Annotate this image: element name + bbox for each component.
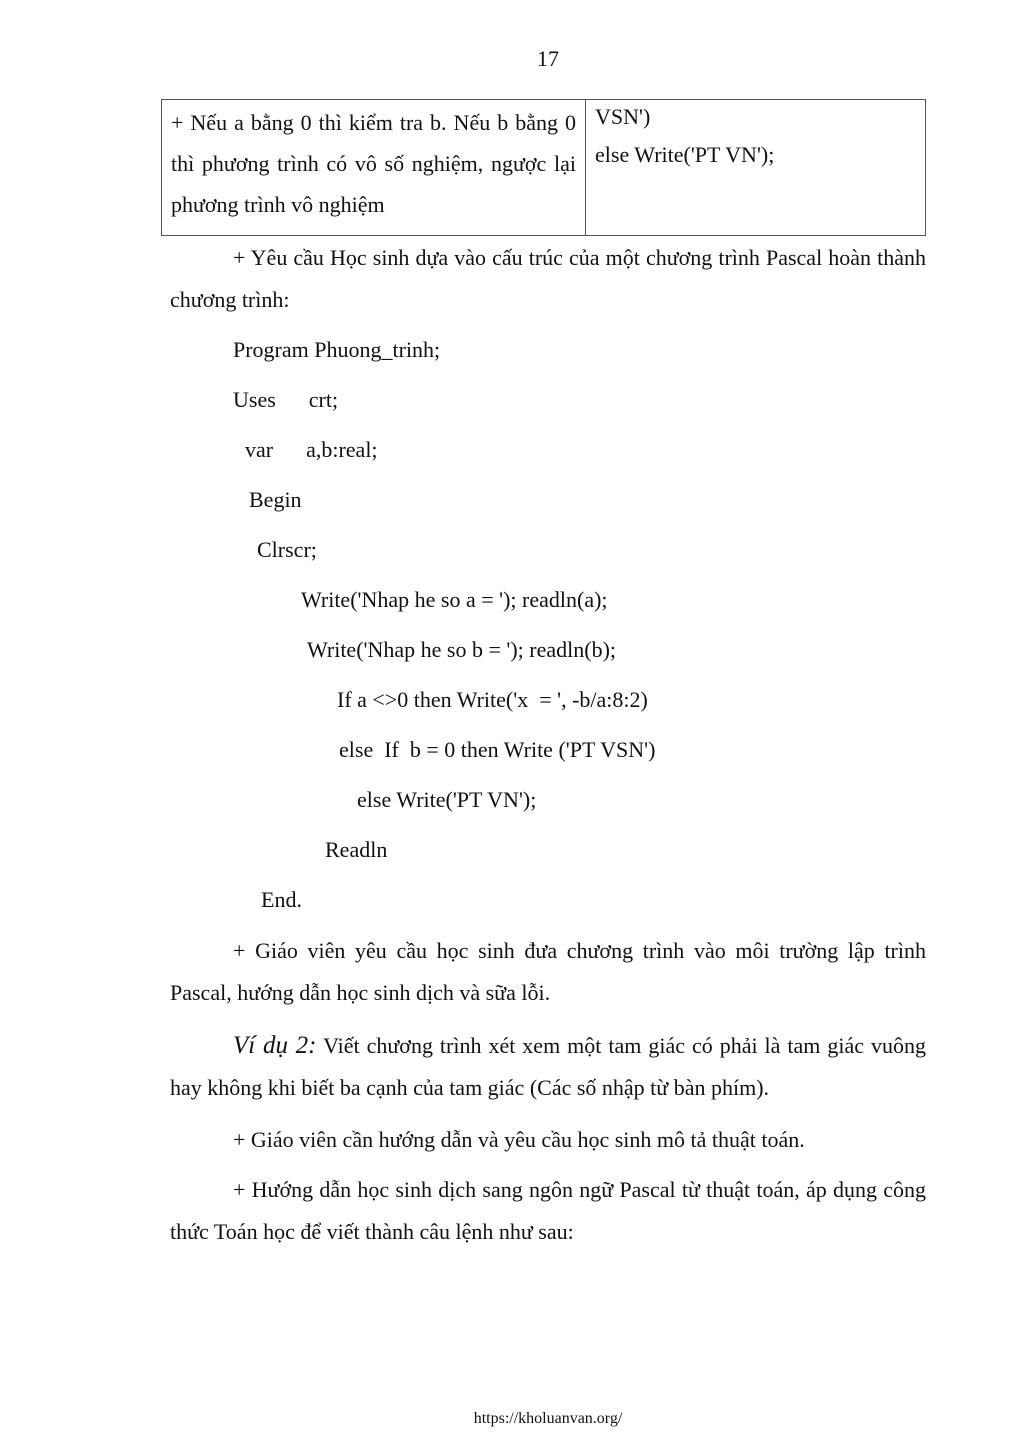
code-line-else: else Write('PT VN'); bbox=[357, 787, 537, 812]
code-line-uses: Uses crt; bbox=[233, 387, 339, 412]
algorithm-paragraph: + Giáo viên cần hướng dẫn và yêu cầu học sinh mô tả thuật toán. bbox=[233, 1127, 805, 1152]
continued-algorithm-table bbox=[161, 99, 926, 236]
code-continuation-line-2: else Write('PT VN'); bbox=[595, 142, 775, 167]
code-line-read-a: Write('Nhap he so a = '); readln(a); bbox=[301, 587, 608, 612]
example-2-paragraph bbox=[170, 1025, 926, 1109]
compile-paragraph: + Giáo viên yêu cầu học sinh đưa chương trình vào môi trường lập trình Pascal, hướng dẫn học sinh dịch và sữa lỗi. bbox=[170, 938, 926, 1005]
intro-paragraph: + Yêu cầu Học sinh dựa vào cấu trúc của một chương trình Pascal hoàn thành chương trình: bbox=[170, 245, 926, 312]
footer-url: https://kholuanvan.org/ bbox=[473, 1410, 623, 1427]
code-line-else-if: else If b = 0 then Write ('PT VSN') bbox=[339, 737, 656, 762]
example-2-label: Ví dụ 2: bbox=[233, 1032, 317, 1059]
code-line-readln: Readln bbox=[325, 837, 388, 862]
code-continuation-line-1: VSN') bbox=[595, 104, 651, 129]
algorithm-description-cell: + Nếu a bằng 0 thì kiểm tra b. Nếu b bằng 0 thì phương trình có vô số nghiệm, ngược lại phương trình vô nghiệm bbox=[162, 100, 586, 236]
code-line-clrscr: Clrscr; bbox=[257, 537, 317, 562]
table-row bbox=[162, 100, 926, 236]
code-line-var: var a,b:real; bbox=[245, 437, 378, 462]
code-line-end: End. bbox=[261, 887, 302, 912]
code-line-if: If a <>0 then Write('x = ', -b/a:8:2) bbox=[337, 687, 648, 712]
translate-paragraph: + Hướng dẫn học sinh dịch sang ngôn ngữ Pascal từ thuật toán, áp dụng công thức Toán học để viết thành câu lệnh như sau: bbox=[170, 1177, 926, 1244]
example-2-text: Viết chương trình xét xem một tam giác có phải là tam giác vuông hay không khi biết ba cạnh của tam giác (Các số nhập từ bàn phím). bbox=[170, 1033, 926, 1100]
code-line-begin: Begin bbox=[249, 487, 302, 512]
code-line-read-b: Write('Nhap he so b = '); readln(b); bbox=[307, 637, 617, 662]
page-number: 17 bbox=[537, 46, 559, 71]
code-continuation-cell bbox=[586, 100, 926, 236]
code-line-program: Program Phuong_trinh; bbox=[233, 337, 441, 362]
